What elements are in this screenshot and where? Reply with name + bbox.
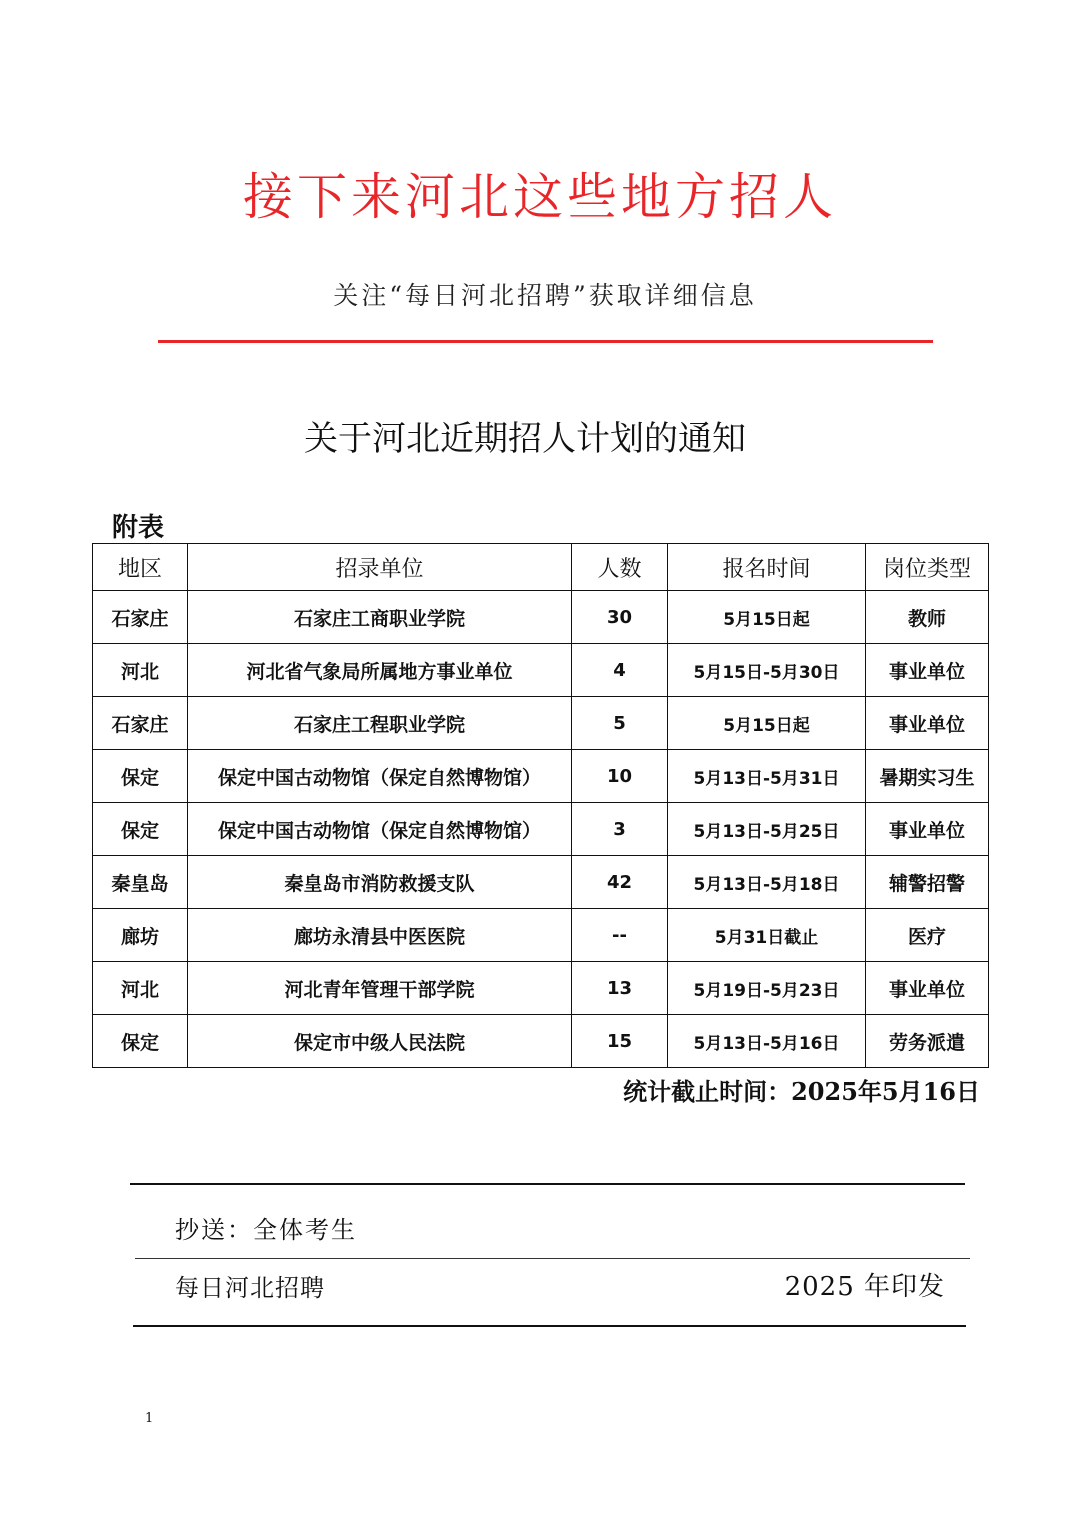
- cell-position-type: 事业单位: [866, 697, 989, 750]
- header-region: 地区: [93, 544, 188, 591]
- cell-signup-time: 5月13日-5月31日: [668, 750, 866, 803]
- cell-count: 42: [572, 856, 668, 909]
- table-row: [93, 856, 989, 909]
- cell-position-type: 事业单位: [866, 962, 989, 1015]
- cell-position-type: 医疗: [866, 909, 989, 962]
- cell-region: 石家庄: [93, 591, 188, 644]
- cell-signup-time: 5月15日起: [668, 697, 866, 750]
- cell-unit: 石家庄工程职业学院: [188, 697, 572, 750]
- cell-count: 10: [572, 750, 668, 803]
- cell-count: 5: [572, 697, 668, 750]
- header-position-type: 岗位类型: [866, 544, 989, 591]
- cell-count: --: [572, 909, 668, 962]
- cell-unit: 廊坊永清县中医医院: [188, 909, 572, 962]
- cell-count: 3: [572, 803, 668, 856]
- publisher-name: 每日河北招聘: [175, 1274, 325, 1302]
- cell-position-type: 事业单位: [866, 644, 989, 697]
- header-signup-time: 报名时间: [668, 544, 866, 591]
- footer-divider-bottom: [133, 1325, 966, 1327]
- cell-region: 保定: [93, 1015, 188, 1068]
- table-header-row: [93, 544, 989, 591]
- cell-signup-time: 5月31日截止: [668, 909, 866, 962]
- cell-region: 河北: [93, 962, 188, 1015]
- cell-unit: 保定中国古动物馆（保定自然博物馆）: [188, 750, 572, 803]
- cell-signup-time: 5月15日-5月30日: [668, 644, 866, 697]
- notice-title: 关于河北近期招人计划的通知: [304, 419, 746, 459]
- table-row: [93, 644, 989, 697]
- cell-position-type: 辅警招警: [866, 856, 989, 909]
- appendix-label: 附表: [112, 513, 165, 543]
- cell-count: 13: [572, 962, 668, 1015]
- cell-signup-time: 5月15日起: [668, 591, 866, 644]
- subtitle: 关注“每日河北招聘”获取详细信息: [333, 281, 757, 310]
- table-row: [93, 803, 989, 856]
- cell-region: 秦皇岛: [93, 856, 188, 909]
- cell-signup-time: 5月13日-5月16日: [668, 1015, 866, 1068]
- footer-divider-middle: [135, 1258, 970, 1259]
- table-row: [93, 697, 989, 750]
- cell-unit: 秦皇岛市消防救援支队: [188, 856, 572, 909]
- cell-signup-time: 5月13日-5月25日: [668, 803, 866, 856]
- cell-count: 4: [572, 644, 668, 697]
- red-divider: [158, 340, 933, 343]
- cell-position-type: 暑期实习生: [866, 750, 989, 803]
- table-row: [93, 1015, 989, 1068]
- cell-position-type: 事业单位: [866, 803, 989, 856]
- cell-region: 河北: [93, 644, 188, 697]
- cell-position-type: 劳务派遣: [866, 1015, 989, 1068]
- header-unit: 招录单位: [188, 544, 572, 591]
- stats-cutoff-date: 统计截止时间：2025年5月16日: [623, 1077, 980, 1106]
- cell-unit: 石家庄工商职业学院: [188, 591, 572, 644]
- cc-line: 抄送：全体考生: [175, 1216, 357, 1244]
- footer-divider-top: [130, 1183, 965, 1185]
- recruitment-table: [92, 543, 989, 1068]
- main-title: 接下来河北这些地方招人: [243, 168, 837, 226]
- issue-date: 2025 年印发: [784, 1272, 945, 1302]
- cell-region: 保定: [93, 750, 188, 803]
- cell-unit: 河北青年管理干部学院: [188, 962, 572, 1015]
- table-row: [93, 909, 989, 962]
- table-row: [93, 750, 989, 803]
- page-number: 1: [145, 1411, 154, 1426]
- cell-unit: 保定市中级人民法院: [188, 1015, 572, 1068]
- cell-unit: 河北省气象局所属地方事业单位: [188, 644, 572, 697]
- table-row: [93, 962, 989, 1015]
- table-row: [93, 591, 989, 644]
- cell-region: 保定: [93, 803, 188, 856]
- cell-unit: 保定中国古动物馆（保定自然博物馆）: [188, 803, 572, 856]
- header-count: 人数: [572, 544, 668, 591]
- cell-signup-time: 5月13日-5月18日: [668, 856, 866, 909]
- cell-count: 30: [572, 591, 668, 644]
- cell-signup-time: 5月19日-5月23日: [668, 962, 866, 1015]
- cell-region: 石家庄: [93, 697, 188, 750]
- cell-position-type: 教师: [866, 591, 989, 644]
- cell-region: 廊坊: [93, 909, 188, 962]
- cell-count: 15: [572, 1015, 668, 1068]
